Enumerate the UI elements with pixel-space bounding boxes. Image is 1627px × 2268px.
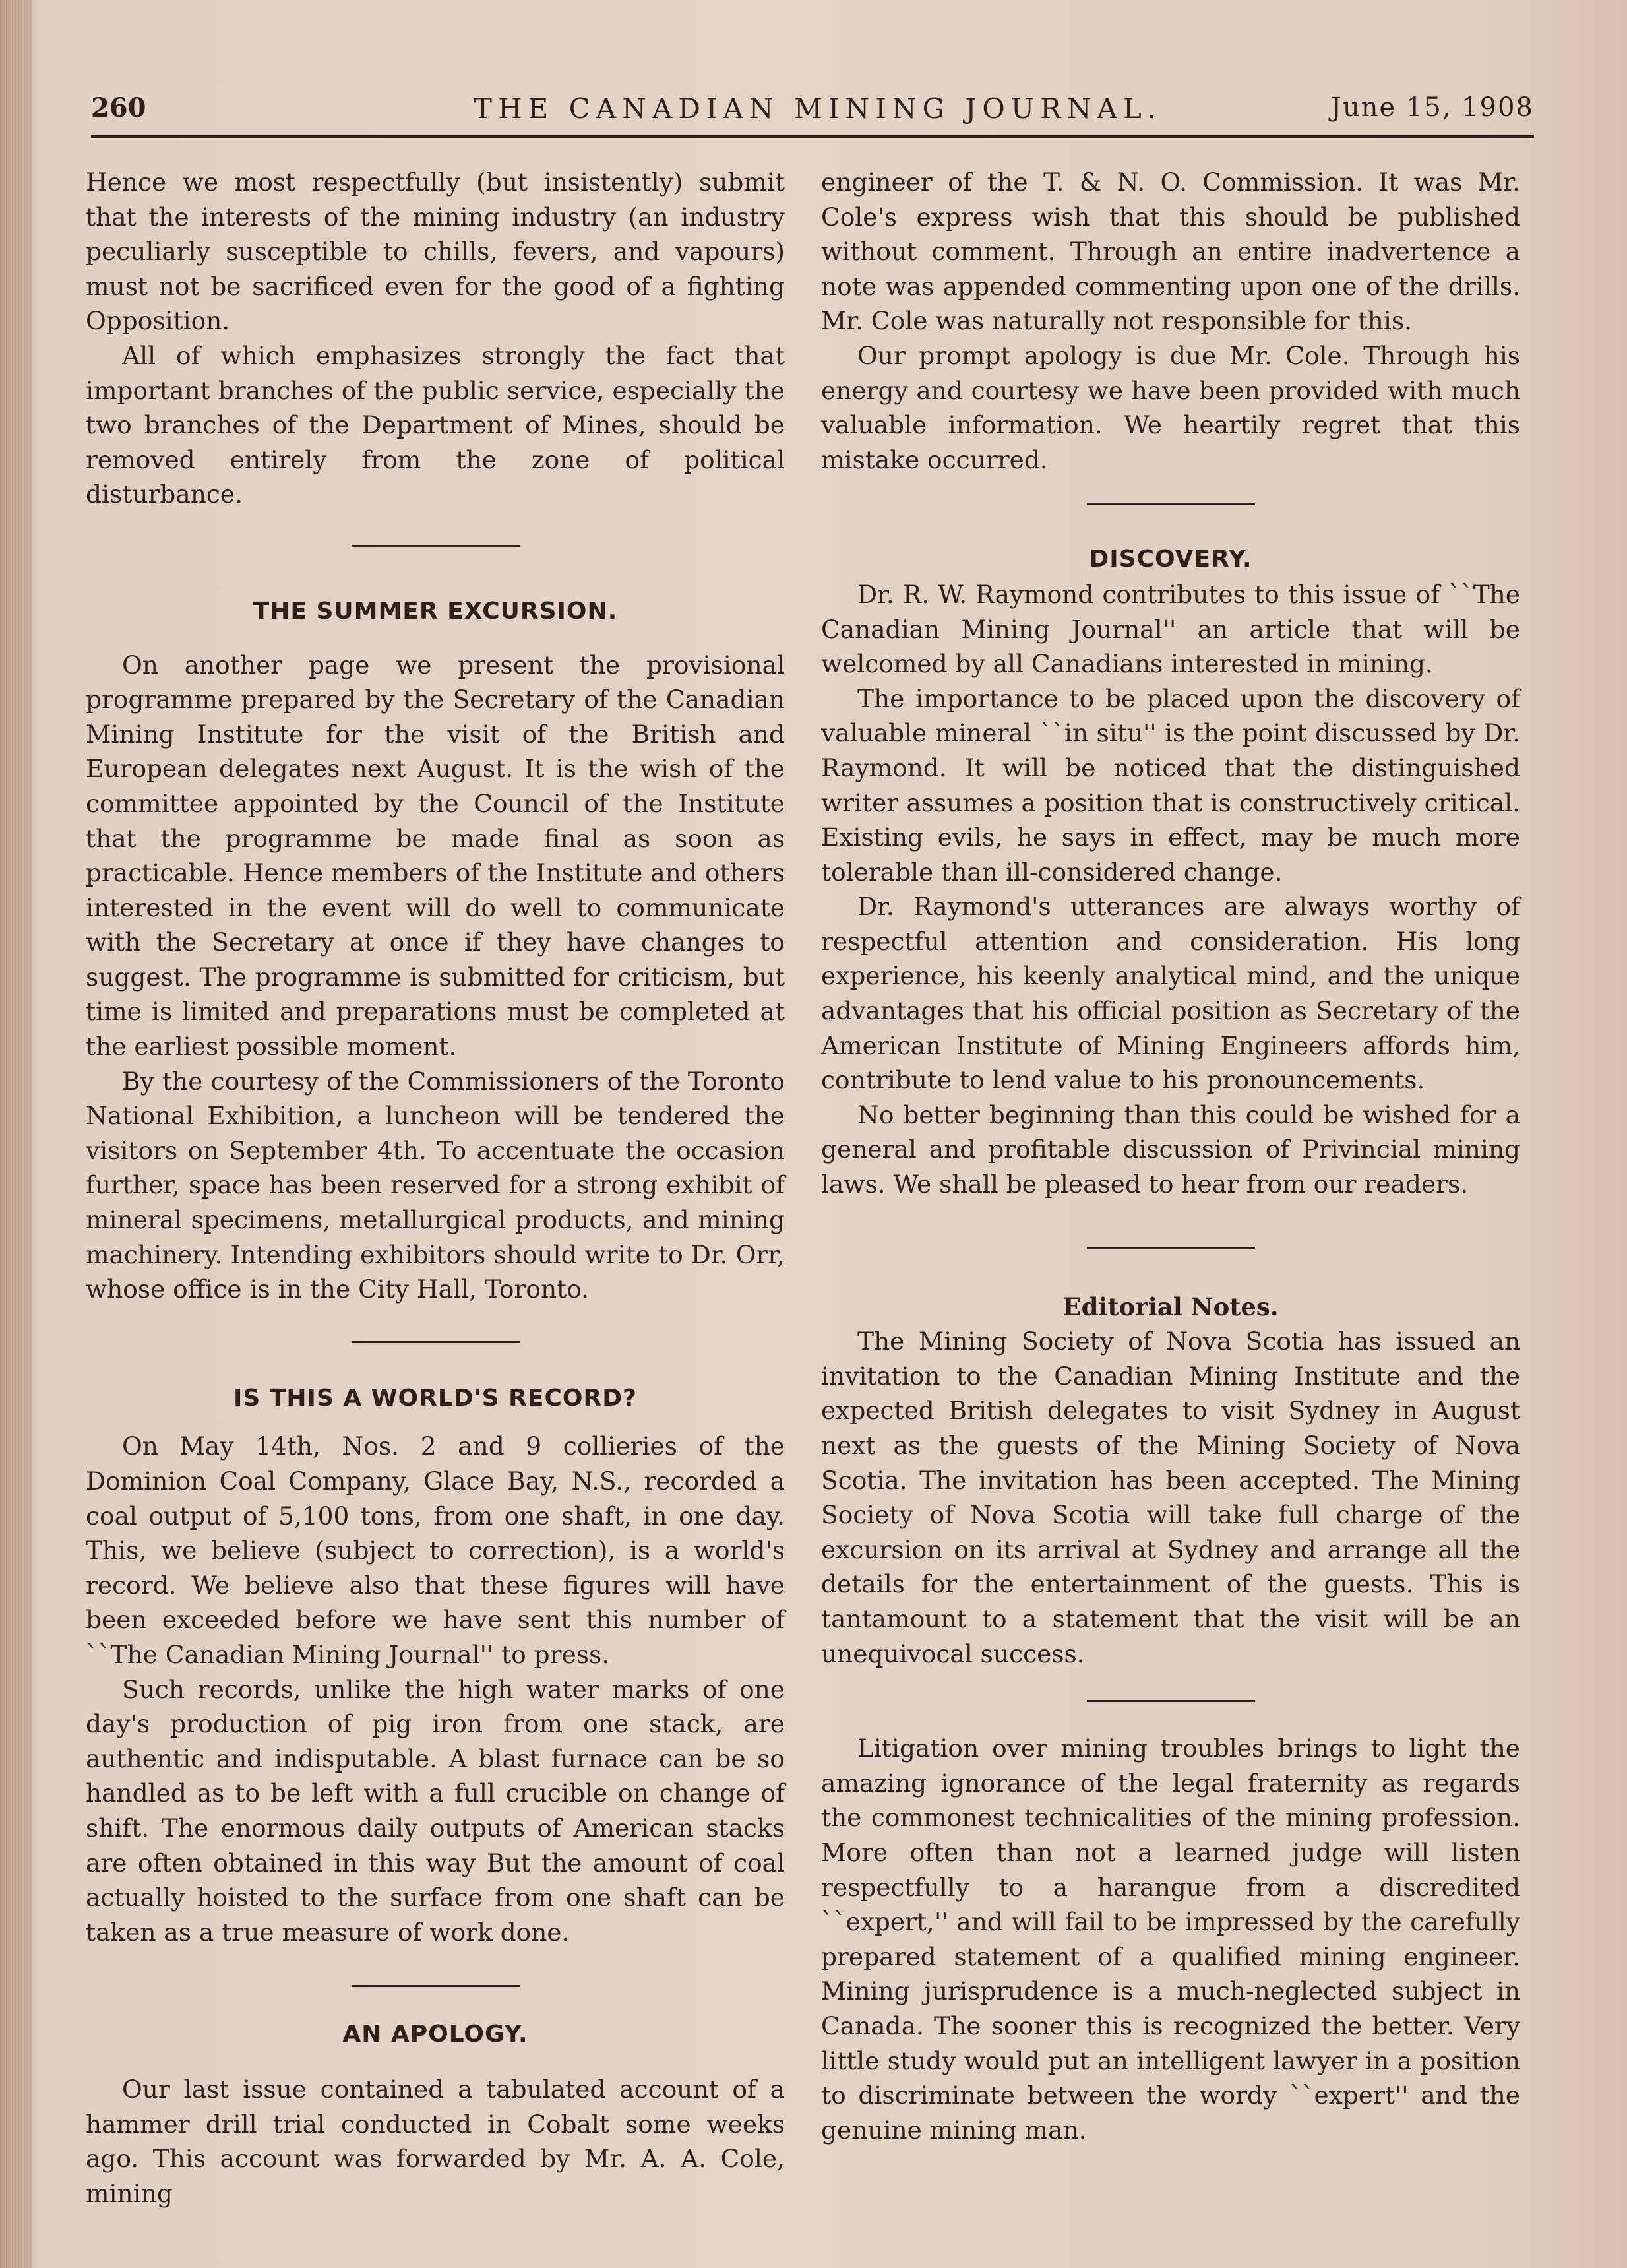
section-heading: DISCOVERY. (1089, 546, 1252, 573)
paragraph: The importance to be placed upon the discovery of valuable mineral ``in situ'' is the point discussed by Dr. Raymond. It will be noticed that the distinguished writer assumes a position that is constructively critical. Existing evils, he says in effect, may be much more tolerable than ill-considered change. (821, 683, 1520, 887)
paragraph: Such records, unlike the high water marks of one day's production of pig iron from one stack, are authentic and indisputable. A blast furnace can be so handled as to be left with a full crucible on change of shift. The enormous daily outputs of American stacks are often obtained in this way But the amount of coal actually hoisted to the surface from one shaft can be taken as a true measure of work done. (86, 1674, 785, 1947)
journal-title: THE CANADIAN MINING JOURNAL. (474, 92, 1163, 125)
paragraph: By the courtesy of the Commissioners of the Toronto National Exhibition, a luncheon will be tendered the visitors on September 4th. To accentuate the occasion further, space has been reserved for a strong exhibit of mineral specimens, metallurgical products, and mining machinery. Intending exhibitors should write to Dr. Orr, whose office is in the City Hall, Toronto. (86, 1066, 785, 1304)
issue-date: June 15, 1908 (1330, 92, 1534, 123)
running-header (91, 92, 1534, 132)
paragraph: Dr. R. W. Raymond contributes to this issue of ``The Canadian Mining Journal'' an article that will be welcomed by all Canadians interested in mining. (821, 579, 1520, 679)
right-column (821, 165, 1520, 2147)
section-heading: IS THIS A WORLD'S RECORD? (233, 1384, 637, 1412)
paragraph: On May 14th, Nos. 2 and 9 collieries of the Dominion Coal Company, Glace Bay, N.S., recorded a coal output of 5,100 tons, from one shaft, in one day. This, we believe (subject to correction), is a world's record. We believe also that these figures will have been exceeded before we have sent this number of ``The Canadian Mining Journal'' to press. (86, 1432, 785, 1669)
paragraph: engineer of the T. & N. O. Commission. It was Mr. Cole's express wish that this should be published without comment. Through an entire inadvertence a note was appended commenting upon one of the drills. Mr. Cole was naturally not responsible for this. (821, 168, 1520, 336)
binding-edge (0, 0, 32, 2268)
paragraph: On another page we present the provisional programme prepared by the Secretary of the Canadian Mining Institute for the visit of the British and European delegates next August. It is the wish of the committee appointed by the Council of the Institute that the programme be made final as soon as practicable. Hence members of the Institute and others interested in the event will do well to communicate with the Secretary at once if they have changes to suggest. The programme is submitted for criticism, but time is limited and preparations must be completed at the earliest possible moment. (86, 650, 785, 1061)
section-heading: Editorial Notes. (1062, 1292, 1279, 1321)
paragraph: No better beginning than this could be wished for a general and profitable discussion of Privincial mining laws. We shall be pleased to hear from our readers. (821, 1100, 1520, 1199)
paragraph: Hence we most respectfully (but insistently) submit that the interests of the mining industry (an industry peculiarly susceptible to chills, fevers, and vapours) must not be sacrificed even for the good of a fighting Opposition. (86, 168, 785, 336)
paragraph: The Mining Society of Nova Scotia has issued an invitation to the Canadian Mining Institute and the expected British delegates to visit Sydney in August next as the guests of the Mining Society of Nova Scotia. The invitation has been accepted. The Mining Society of Nova Scotia will take full charge of the excursion on its arrival at Sydney and arrange all the details for the entertainment of the guests. This is tantamount to a statement that the visit will be an unequivocal success. (821, 1327, 1520, 1668)
paragraph: Litigation over mining troubles brings to light the amazing ignorance of the legal fraternity as regards the commonest technicalities of the mining profession. More often than not a learned judge will listen respectfully to a harangue from a discredited ``expert,'' and will fail to be impressed by the carefully prepared statement of a qualified mining engineer. Mining jurisprudence is a much-neglected subject in Canada. The sooner this is recognized the better. Very little study would put an intelligent lawyer in a position to discriminate between the wordy ``expert'' and the genuine mining man. (821, 1734, 1520, 2145)
paragraph: All of which emphasizes strongly the fact that important branches of the public service, especially the two branches of the Department of Mines, should be removed entirely from the zone of political disturbance. (86, 340, 785, 509)
page-number: 260 (91, 92, 146, 123)
header-rule (91, 135, 1534, 138)
section-heading: THE SUMMER EXCURSION. (253, 597, 618, 625)
paragraph: Our prompt apology is due Mr. Cole. Through his energy and courtesy we have been provided with much valuable information. We heartily regret that this mistake occurred. (821, 340, 1520, 474)
section-heading: AN APOLOGY. (342, 2021, 528, 2048)
paragraph: Our last issue contained a tabulated account of a hammer drill trial conducted in Cobalt some weeks ago. This account was forwarded by Mr. A. A. Cole, mining (86, 2074, 785, 2208)
left-column (86, 165, 785, 2211)
paragraph: Dr. Raymond's utterances are always worthy of respectful attention and consideration. His long experience, his keenly analytical mind, and the unique advantages that his official position as Secretary of the American Institute of Mining Engineers affords him, contribute to lend value to his pronouncements. (821, 892, 1520, 1095)
